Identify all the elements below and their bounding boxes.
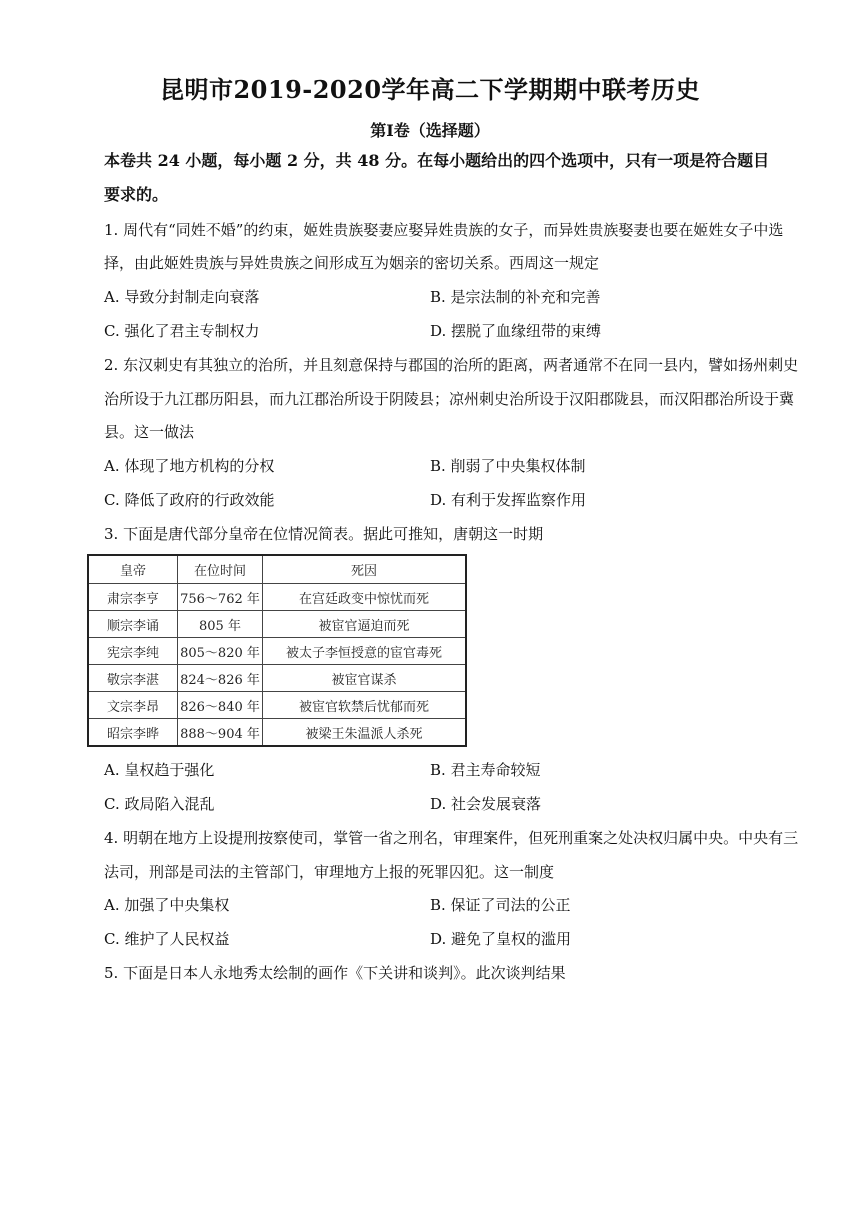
q5-stem-line-1: 5. 下面是日本人永地秀太绘制的画作《下关讲和谈判》。此次谈判结果 [104,964,566,982]
table-cell: 826～840 年 [178,692,263,719]
table-cell: 被宦官软禁后忧郁而死 [263,692,467,719]
table-cell: 824～826 年 [178,665,263,692]
q2-stem-line-1: 2. 东汉刺史有其独立的治所，并且刻意保持与郡国的治所的距离，两者通常不在同一县内，譬如扬州刺史 [104,356,799,374]
table-header-cell: 在位时间 [178,555,263,584]
table-row [88,719,466,747]
q2-option-d: D. 有利于发挥监察作用 [430,491,587,509]
q3-option-c: C. 政局陷入混乱 [104,795,215,813]
table-row [88,692,466,719]
q2-stem-line-3: 县。这一做法 [104,423,195,441]
q1-stem-line-1: 1. 周代有“同姓不婚”的约束，姬姓贵族娶妻应娶异姓贵族的女子，而异姓贵族娶妻也要在姬姓女子中选 [104,221,784,239]
table-cell: 756～762 年 [178,584,263,611]
table-cell: 文宗李昂 [88,692,178,719]
instructions-line-1: 本卷共 24 小题，每小题 2 分，共 48 分。在每小题给出的四个选项中，只有一项是符合题目 [104,151,770,170]
q1-option-b: B. 是宗法制的补充和完善 [430,288,601,306]
instructions-line-2: 要求的。 [104,185,169,204]
table-cell: 被宦官谋杀 [263,665,467,692]
q3-option-d: D. 社会发展衰落 [430,795,542,813]
table-row [88,665,466,692]
q4-stem-line-1: 4. 明朝在地方上设提刑按察使司，掌管一省之刑名，审理案件，但死刑重案之处决权归属中央。中央有三 [104,829,799,847]
q4-option-c: C. 维护了人民权益 [104,930,230,948]
q4-option-a: A. 加强了中央集权 [104,896,230,914]
q4-stem-line-2: 法司，刑部是司法的主管部门，审理地方上报的死罪囚犯。这一制度 [104,863,555,881]
q4-option-d: D. 避免了皇权的滥用 [430,930,572,948]
table-header-cell: 皇帝 [88,555,178,584]
table-cell: 在宫廷政变中惊忧而死 [263,584,467,611]
q3-stem-line-1: 3. 下面是唐代部分皇帝在位情况简表。据此可推知，唐朝这一时期 [104,525,544,543]
q2-stem-line-2: 治所设于九江郡历阳县，而九江郡治所设于阴陵县；凉州刺史治所设于汉阳郡陇县，而汉阳郡治所设于冀 [104,390,795,408]
q1-option-d: D. 摆脱了血缘纽带的束缚 [430,322,602,340]
q2-option-a: A. 体现了地方机构的分权 [104,457,275,475]
section-title: 第Ⅰ卷（选择题） [370,121,490,140]
table-row [88,611,466,638]
q1-stem-line-2: 择，由此姬姓贵族与异姓贵族之间形成互为姻亲的密切关系。西周这一规定 [104,254,600,272]
table-cell: 顺宗李诵 [88,611,178,638]
q1-option-a: A. 导致分封制走向衰落 [104,288,260,306]
table-cell: 被梁王朱温派人杀死 [263,719,467,747]
table-row [88,638,466,665]
q4-option-b: B. 保证了司法的公正 [430,896,571,914]
table-cell: 被太子李恒授意的宦官毒死 [263,638,467,665]
table-row [88,584,466,611]
q3-option-a: A. 皇权趋于强化 [104,761,215,779]
table-cell: 被宦官逼迫而死 [263,611,467,638]
table-cell: 肃宗李亨 [88,584,178,611]
table-cell: 敬宗李湛 [88,665,178,692]
table-cell: 888～904 年 [178,719,263,747]
table-cell: 昭宗李晔 [88,719,178,747]
q1-option-c: C. 强化了君主专制权力 [104,322,260,340]
q3-option-b: B. 君主寿命较短 [430,761,541,779]
table-cell: 805～820 年 [178,638,263,665]
q2-option-b: B. 削弱了中央集权体制 [430,457,586,475]
emperor-table [87,554,467,747]
q2-option-c: C. 降低了政府的行政效能 [104,491,275,509]
table-header-row [88,555,466,584]
table-cell: 宪宗李纯 [88,638,178,665]
page-title: 昆明市2019-2020学年高二下学期期中联考历史 [159,75,701,104]
table-cell: 805 年 [178,611,263,638]
table-header-cell: 死因 [263,555,467,584]
